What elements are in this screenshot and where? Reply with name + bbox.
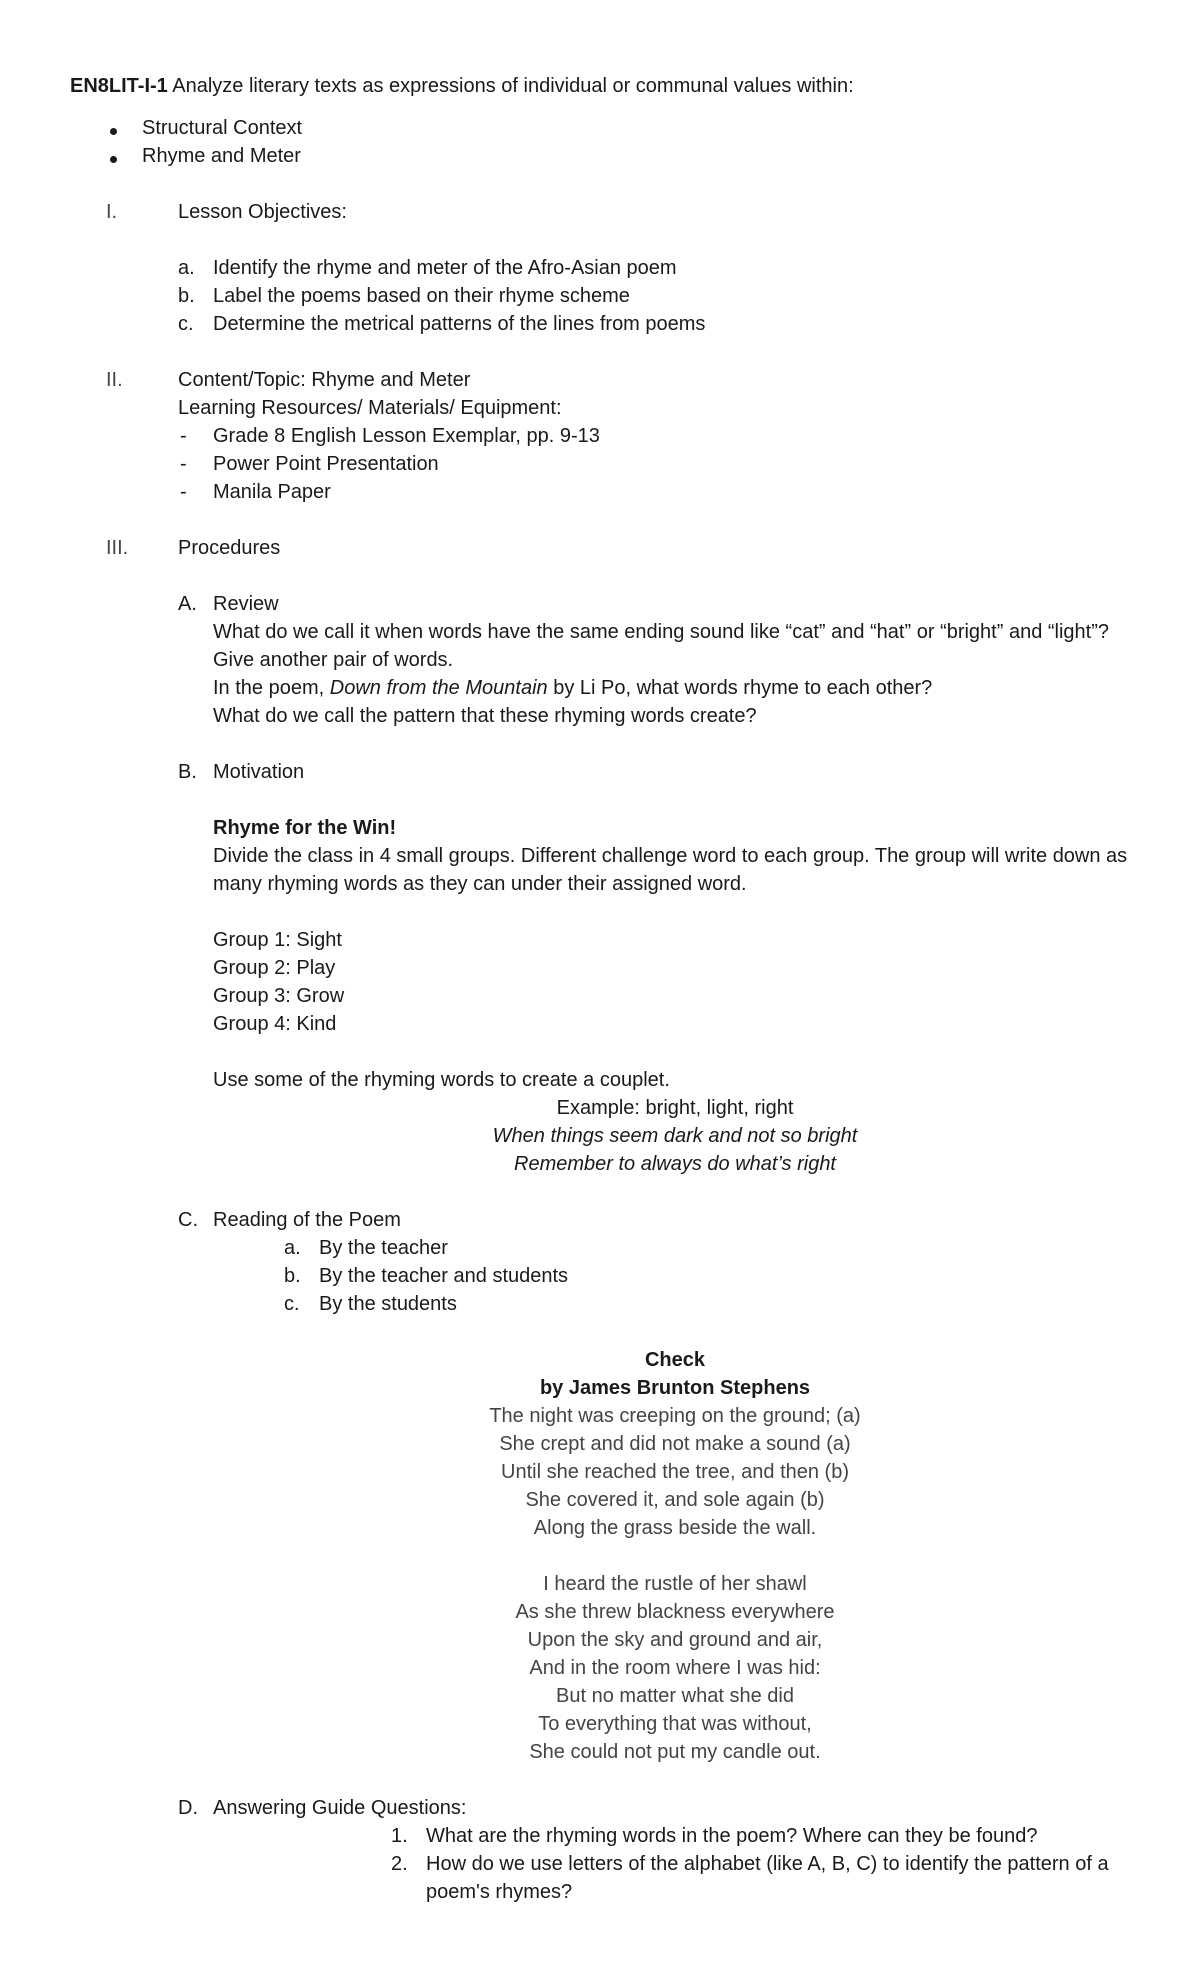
subsection-title: Answering Guide Questions: [213, 1797, 467, 1819]
activity-description: Divide the class in 4 small groups. Different challenge word to each group. The group will write down as [213, 845, 1128, 867]
subsection-title: Motivation [213, 761, 305, 783]
review-text: In the poem, [213, 677, 325, 699]
poem-line: The night was creeping on the ground; (a) [489, 1405, 861, 1427]
activity-description: many rhyming words as they can under their assigned word. [213, 873, 747, 895]
group-item: Group 4: Kind [213, 1013, 337, 1035]
poem-line: Until she reached the tree, and then (b) [501, 1461, 849, 1483]
question-marker: 1. [391, 1825, 408, 1847]
bullet-item: Structural Context [142, 117, 303, 139]
poem-line: Along the grass beside the wall. [533, 1517, 817, 1539]
review-question: Give another pair of words. [213, 649, 454, 671]
objective-marker: b. [178, 285, 195, 307]
poem-title: Check [644, 1349, 706, 1371]
poem-line: But no matter what she did [556, 1685, 794, 1707]
review-question [213, 674, 932, 702]
review-text: by Li Po, what words rhyme to each other? [553, 677, 933, 699]
poem-line: As she threw blackness everywhere [515, 1601, 835, 1623]
poem-line: And in the room where I was hid: [529, 1657, 821, 1679]
reading-item: By the students [319, 1293, 457, 1315]
resource-item: Manila Paper [213, 481, 331, 503]
section-numeral: II. [106, 369, 123, 391]
review-question: What do we call the pattern that these rhyming words create? [213, 705, 757, 727]
resource-item: Power Point Presentation [213, 453, 439, 475]
reading-marker: a. [284, 1237, 301, 1259]
review-question: What do we call it when words have the same ending sound like “cat” and “hat” or “bright” and “light”? [213, 621, 1110, 643]
poem-line: Upon the sky and ground and air, [527, 1629, 823, 1651]
poem-line: I heard the rustle of her shawl [543, 1573, 807, 1595]
bullet-icon [110, 128, 117, 135]
competency-text: Analyze literary texts as expressions of individual or communal values within: [172, 75, 854, 97]
objective-marker: c. [178, 313, 194, 335]
poem-reference: Down from the Mountain [329, 677, 548, 699]
reading-marker: b. [284, 1265, 301, 1287]
guide-question: What are the rhyming words in the poem? Where can they be found? [426, 1825, 1038, 1847]
question-marker: 2. [391, 1853, 408, 1875]
dash-marker: - [180, 453, 187, 475]
subsection-marker: D. [178, 1797, 198, 1819]
bullet-icon [110, 156, 117, 163]
example-couplet-line: When things seem dark and not so bright [492, 1125, 858, 1147]
subsection-title: Reading of the Poem [213, 1209, 401, 1231]
objective-item: Determine the metrical patterns of the lines from poems [213, 313, 706, 335]
group-item: Group 2: Play [213, 957, 336, 979]
section-title: Procedures [178, 537, 281, 559]
poem-line: She crept and did not make a sound (a) [499, 1433, 851, 1455]
example-couplet-line: Remember to always do what’s right [514, 1153, 836, 1175]
objective-marker: a. [178, 257, 195, 279]
dash-marker: - [180, 425, 187, 447]
bullet-item: Rhyme and Meter [142, 145, 301, 167]
poem-line: To everything that was without, [538, 1713, 812, 1735]
dash-marker: - [180, 481, 187, 503]
couplet-instruction: Use some of the rhyming words to create a couplet. [213, 1069, 670, 1091]
objective-item: Identify the rhyme and meter of the Afro-Asian poem [213, 257, 677, 279]
resources-label: Learning Resources/ Materials/ Equipment: [178, 397, 562, 419]
subsection-title: Review [213, 593, 279, 615]
section-numeral: III. [106, 537, 129, 559]
poem-line: She covered it, and sole again (b) [525, 1489, 825, 1511]
activity-title: Rhyme for the Win! [213, 817, 397, 839]
guide-question: poem's rhymes? [426, 1881, 573, 1903]
subsection-marker: B. [178, 761, 197, 783]
resource-item: Grade 8 English Lesson Exemplar, pp. 9-13 [213, 425, 600, 447]
reading-marker: c. [284, 1293, 300, 1315]
poem-author: by James Brunton Stephens [539, 1377, 811, 1399]
subsection-marker: A. [178, 593, 197, 615]
guide-question: How do we use letters of the alphabet (like A, B, C) to identify the pattern of a [426, 1853, 1109, 1875]
group-item: Group 3: Grow [213, 985, 345, 1007]
group-item: Group 1: Sight [213, 929, 342, 951]
competency-line [70, 72, 854, 100]
competency-code: EN8LIT-I-1 [70, 75, 168, 97]
objective-item: Label the poems based on their rhyme scheme [213, 285, 630, 307]
example-label: Example: bright, light, right [556, 1097, 794, 1119]
section-numeral: I. [106, 201, 118, 223]
reading-item: By the teacher and students [319, 1265, 569, 1287]
reading-item: By the teacher [319, 1237, 448, 1259]
subsection-marker: C. [178, 1209, 198, 1231]
poem-line: She could not put my candle out. [529, 1741, 821, 1763]
section-title: Lesson Objectives: [178, 201, 347, 223]
section-title: Content/Topic: Rhyme and Meter [178, 369, 471, 391]
